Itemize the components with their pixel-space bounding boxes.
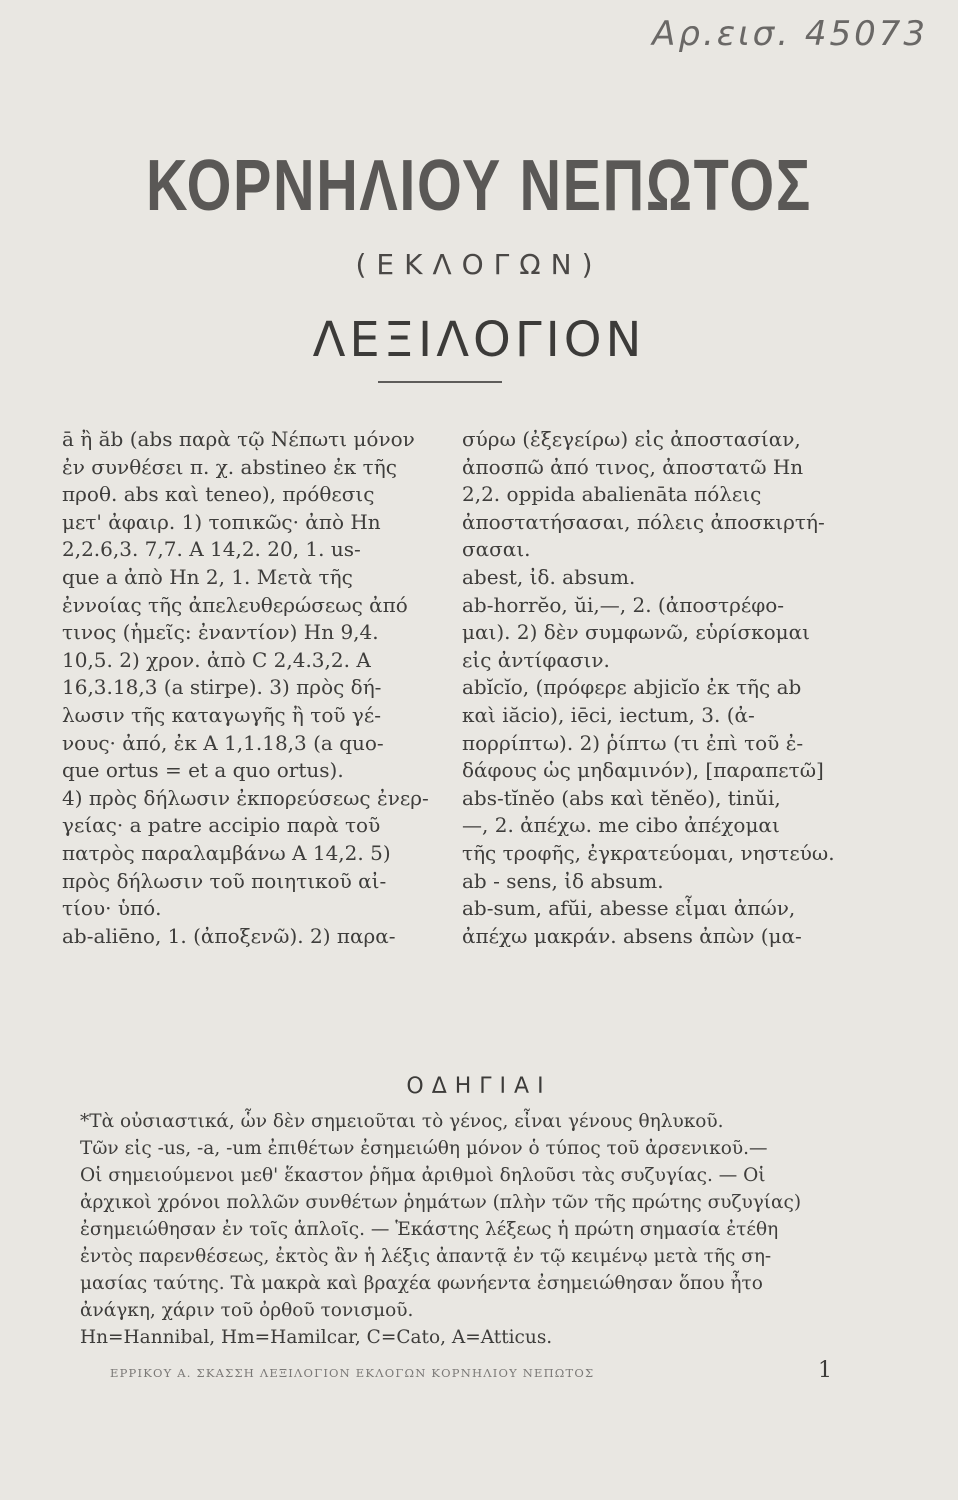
- entry-line: σασαι.: [462, 537, 531, 562]
- entry-line: 10,5. 2) χρον. ἀπὸ C 2,4.3,2. A: [62, 647, 371, 672]
- right-column: [462, 426, 882, 950]
- entry-line: ab-sum, afŭi, abesse εἶμαι ἀπών,: [462, 896, 796, 921]
- entry-line: πορρίπτω). 2) ῥίπτω (τι ἐπὶ τοῦ ἐ-: [462, 730, 804, 755]
- entry-line: abs-tĭnĕo (abs καὶ tĕnĕo), tinŭi,: [462, 785, 781, 810]
- entry-line: abest, ἰδ. absum.: [462, 564, 636, 589]
- entry-line: πατρὸς παραλαμβάνω A 14,2. 5): [62, 840, 391, 865]
- shelfmark-annotation: Αρ.εισ. 45073: [652, 14, 928, 54]
- note-line: ἀνάγκη, χάριν τοῦ ὀρθοῦ τονισμοῦ.: [80, 1300, 414, 1321]
- left-column: [62, 426, 454, 950]
- note-line: Hn=Hannibal, Hm=Hamilcar, C=Cato, A=Atticus.: [80, 1327, 553, 1348]
- page-number: 1: [818, 1358, 832, 1383]
- notes-block: [80, 1108, 860, 1351]
- entry-line: νους· ἀπό, ἐκ A 1,1.18,3 (a quo-: [62, 730, 384, 755]
- note-line: μασίας ταύτης. Τὰ μακρὰ καὶ βραχέα φωνήεντα ἐσημειώθησαν ὅπου ἦτο: [80, 1273, 763, 1294]
- entry-line: μετ' ἀφαιρ. 1) τοπικῶς· ἀπὸ Hn: [62, 509, 381, 534]
- entry-line: ἐννοίας τῆς ἀπελευθερώσεως ἀπό: [62, 592, 408, 617]
- lexicon-title: ΛΕΞΙΛΟΓΙΟΝ: [312, 312, 646, 368]
- entry-line: μαι). 2) δὲν συμφωνῶ, εὑρίσκομαι: [462, 620, 810, 645]
- note-line: ἐσημειώθησαν ἐν τοῖς ἁπλοῖς. — Ἑκάστης λέξεως ἡ πρώτη σημασία ἐτέθη: [80, 1219, 779, 1240]
- note-line: ἐντὸς παρενθέσεως, ἐκτὸς ἂν ἡ λέξις ἀπαντᾷ ἐν τῷ κειμένῳ μετὰ τῆς ση-: [80, 1246, 772, 1267]
- entry-line: τινος (ἡμεῖς: ἐναντίον) Hn 9,4.: [62, 620, 379, 645]
- footer-imprint: ΕΡΡΙΚΟΥ Α. ΣΚΑΣΣΗ ΛΕΞΙΛΟΓΙΟΝ ΕΚΛΟΓΩΝ ΚΟΡΝΗΛΙΟΥ ΝΕΠΩΤΟΣ: [110, 1366, 595, 1380]
- entry-line: τίου· ὑπό.: [62, 896, 162, 921]
- entry-line: ἀποστατήσασαι, πόλεις ἀποσκιρτή-: [462, 509, 825, 534]
- entry-line: que a ἀπὸ Hn 2, 1. Μετὰ τῆς: [62, 564, 353, 589]
- entry-line: ā ἢ ăb (abs παρὰ τῷ Νέπωτι μόνον: [62, 427, 415, 451]
- entry-line: ἐν συνθέσει π. χ. abstineo ἐκ τῆς: [62, 454, 397, 479]
- entry-line: δάφους ὡς μηδαμινόν), [παραπετῶ]: [462, 758, 824, 783]
- entry-line: εἰς ἀντίφασιν.: [462, 647, 610, 672]
- entry-line: καὶ iăcio), iēci, iectum, 3. (ἀ-: [462, 702, 755, 727]
- entry-line: 4) πρὸς δήλωσιν ἐκπορεύσεως ἐνερ-: [62, 785, 429, 810]
- entry-line: ab-horrĕo, ŭi,—, 2. (ἀποστρέφο-: [462, 592, 785, 617]
- entry-line: ab - sens, ἰδ absum.: [462, 868, 664, 893]
- note-line: ἀρχικοὶ χρόνοι πολλῶν συνθέτων ῥημάτων (πλὴν τῶν τῆς πρώτης συζυγίας): [80, 1192, 802, 1213]
- entry-line: πρὸς δήλωσιν τοῦ ποιητικοῦ αἰ-: [62, 868, 387, 893]
- entry-line: σύρω (ἐξεγείρω) εἰς ἀποστασίαν,: [462, 427, 801, 451]
- entry-line: γείας· a patre accipio παρὰ τοῦ: [62, 813, 381, 838]
- entry-line: ἀπέχω μακράν. absens ἀπὼν (μα-: [462, 923, 802, 948]
- title-rule: [378, 381, 502, 383]
- entry-line: τῆς τροφῆς, ἐγκρατεύομαι, νηστεύω.: [462, 840, 835, 865]
- entry-line: προθ. abs καὶ teneo), πρόθεσις: [62, 482, 375, 507]
- main-title: ΚΟΡΝΗΛΙΟΥ ΝΕΠΩΤΟΣ: [146, 146, 812, 226]
- entry-line: λωσιν τῆς καταγωγῆς ἢ τοῦ γέ-: [62, 702, 381, 727]
- notes-heading: ΟΔΗΓΙΑΙ: [406, 1074, 552, 1099]
- entry-line: 2,2.6,3. 7,7. A 14,2. 20, 1. us-: [62, 537, 361, 562]
- note-line: *Τὰ οὐσιαστικά, ὧν δὲν σημειοῦται τὸ γένος, εἶναι γένους θηλυκοῦ.: [80, 1111, 724, 1132]
- entry-line: abĭcĭo, (πρόφερε abjicĭo ἐκ τῆς ab: [462, 675, 802, 700]
- note-line: Οἱ σημειούμενοι μεθ' ἕκαστον ῥῆμα ἀριθμοὶ δηλοῦσι τὰς συζυγίας. — Οἱ: [80, 1165, 766, 1186]
- entry-line: 16,3.18,3 (a stirpe). 3) πρὸς δή-: [62, 675, 382, 700]
- entry-line: —, 2. ἀπέχω. me cibo ἀπέχομαι: [462, 813, 780, 838]
- entry-line: ab-aliēno, 1. (ἀποξενῶ). 2) παρα-: [62, 923, 396, 948]
- entry-line: 2,2. oppida abalienāta πόλεις: [462, 482, 762, 507]
- subtitle: (ΕΚΛΟΓΩΝ): [355, 248, 603, 281]
- note-line: Τῶν εἰς -us, -a, -um ἐπιθέτων ἐσημειώθη μόνον ὁ τύπος τοῦ ἀρσενικοῦ.—: [80, 1138, 768, 1159]
- entry-line: ἀποσπῶ ἀπό τινος, ἀποστατῶ Hn: [462, 454, 804, 479]
- entry-line: que ortus = et a quo ortus).: [62, 758, 344, 783]
